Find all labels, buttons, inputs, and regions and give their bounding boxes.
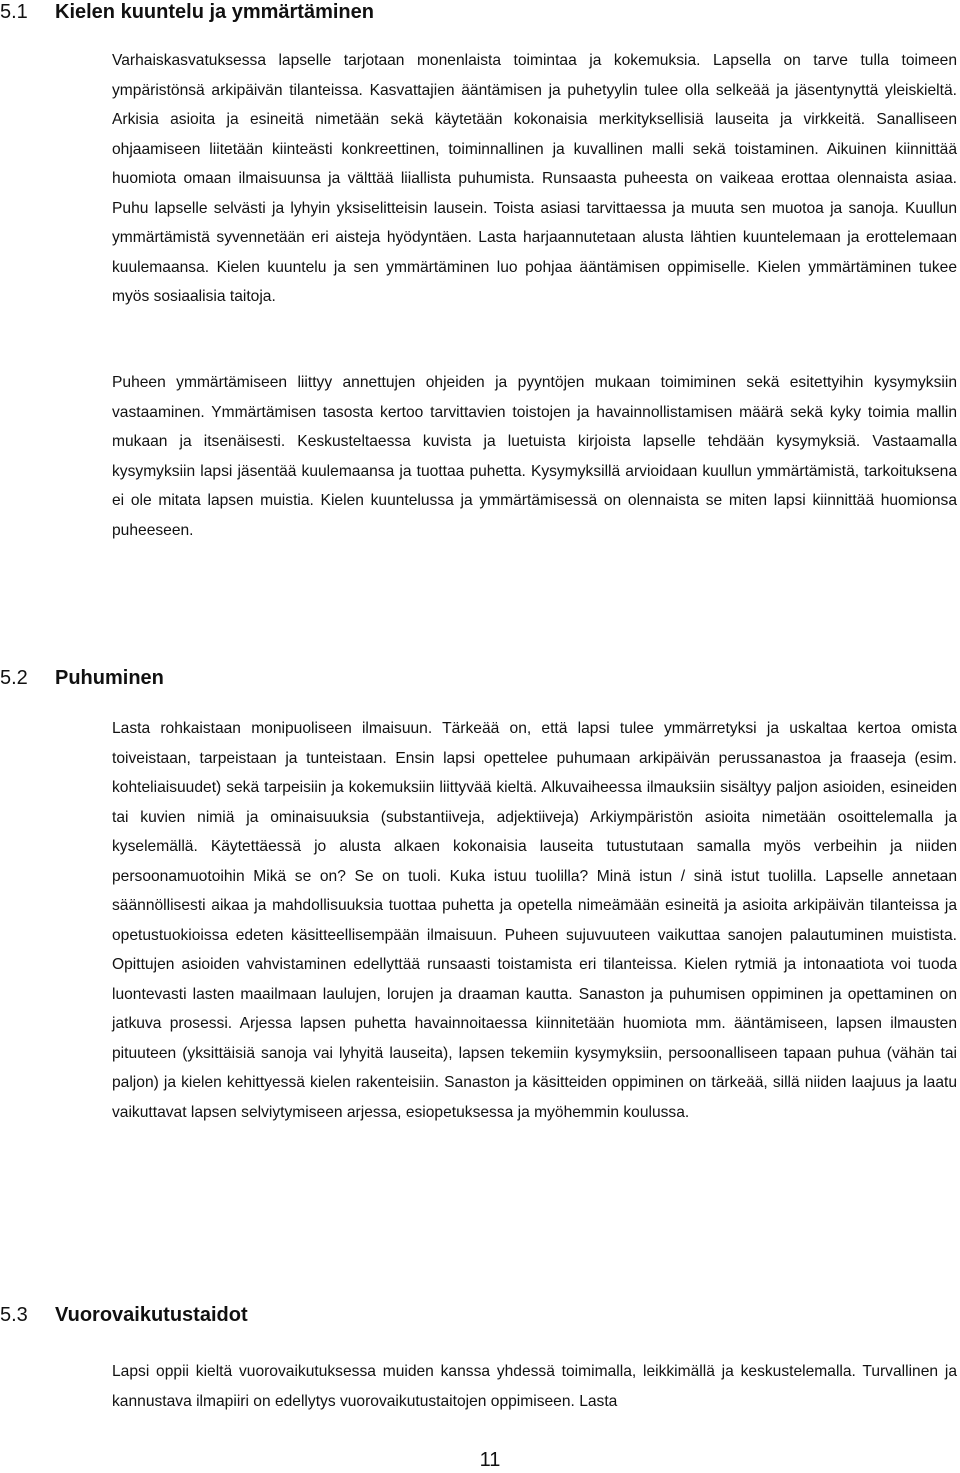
paragraph-5-1-b: Puheen ymmärtämiseen liittyy annettujen ohjeiden ja pyyntöjen mukaan toimiminen sekä esitettyihin kysymyksiin vastaaminen. Ymmärtämisen tasosta kertoo tarvittavien toistojen ja havainnollistamisen määrä sekä kyky toimia mallin mukaan ja itsenäisesti. Keskusteltaessa kuvista ja luetuista kirjoista lapselle tehdään kysymyksiä. Vastaamalla kysymyksiin lapsi jäsentää kuulemaansa ja tuottaa puhetta. Kysymyksillä arvioidaan kuullun ymmärtämistä, tarkoituksena ei ole mitata lapsen muistia. Kielen kuuntelussa ja ymmärtämisessä on olennaista se miten lapsi kiinnittää huomionsa puheeseen. — [112, 374, 957, 539]
section-title: Kielen kuuntelu ja ymmärtäminen — [55, 1, 374, 23]
section-heading-5-2 — [0, 666, 164, 690]
section-heading-5-3 — [0, 1303, 248, 1327]
section-number: 5.3 — [0, 1304, 28, 1326]
section-number: 5.2 — [0, 667, 28, 689]
section-title: Vuorovaikutustaidot — [55, 1304, 248, 1326]
paragraph-5-3-a: Lapsi oppii kieltä vuorovaikutuksessa muiden kanssa yhdessä toimimalla, leikkimällä ja keskustelemalla. Turvallinen ja kannustava ilmapiiri on edellytys vuorovaikutustaitojen oppimiseen. Lasta — [112, 1363, 957, 1410]
section-number: 5.1 — [0, 1, 28, 23]
paragraph-5-1-a: Varhaiskasvatuksessa lapselle tarjotaan monenlaista toimintaa ja kokemuksia. Lapsella on tarve tulla toimeen ympäristönsä arkipäivän tilanteissa. Kasvattajien ääntämisen ja puhetyylin tulee olla selkeää ja jäsentynyttä yleiskieltä. Arkisia asioita ja esineitä nimetään sekä käytetään kokonaisia merkityksellisiä lauseita ja virkkeitä. Sanalliseen ohjaamiseen liitetään kiinteästi konkreettinen, toiminnallinen ja kuvallinen malli sekä toistaminen. Aikuinen kiinnittää huomiota omaan ilmaisuunsa ja välttää liiallista puhumista. Runsaasta puheesta on vaikeaa erottaa olennaista asiaa. Puhu lapselle selvästi ja lyhyin yksiselitteisin lausein. Toista asiasi tarvittaessa ja muuta sen muotoa ja sanoja. Kuullun ymmärtämistä syvennetään eri aisteja hyödyntäen. Lasta harjaannutetaan alusta lähtien kuuntelemaan ja erottelemaan kuulemaansa. Kielen kuuntelu ja sen ymmärtäminen luo pohjaa ääntämisen oppimiselle. Kielen ymmärtäminen tukee myös sosiaalisia taitoja. — [112, 52, 957, 305]
page-number: 11 — [479, 1449, 501, 1471]
paragraph-5-2-a: Lasta rohkaistaan monipuoliseen ilmaisuun. Tärkeää on, että lapsi tulee ymmärretyksi ja uskaltaa kertoa omista toiveistaan, tarpeistaan ja tunteistaan. Ensin lapsi opettelee puhumaan arkipäivän perussanastoa ja fraaseja (esim. kohteliaisuudet) sekä tarpeisiin ja kokemuksiin liittyvää kieltä. Alkuvaiheessa ilmauksiin sisältyy paljon asioiden, esineiden tai kuvien nimiä ja ominaisuuksia (substantiiveja, adjektiiveja) Arkiympäristön asioita nimetään osoittelemalla ja kyselemällä. Käytettäessä jo alusta alkaen kokonaisia lauseita tutustutaan samalla myös verbeihin ja niiden persoonamuotoihin Mikä se on? Se on tuoli. Kuka istuu tuolilla? Minä istun / sinä istut tuolilla. Lapselle annetaan säännöllisesti aikaa ja mahdollisuuksia tuottaa puhetta ja opetella nimeämään esineitä ja asioita arkipäivän tilanteissa ja opetustuokioissa edeten käsitteellisempään ilmaisuun. Puheen sujuvuuteen vaikuttaa sanojen palautuminen muistista. Opittujen asioiden vahvistaminen edellyttää runsaasti toistamista eri tilanteissa. Kielen rytmiä ja intonaatiota voi tuoda luontevasti lasten maailmaan laulujen, lorujen ja draaman kautta. Sanaston ja puhumisen oppiminen ja opettaminen on jatkuva prosessi. Arjessa lapsen puhetta havainnoitaessa kiinnitetään huomiota mm. ääntämiseen, lapsen ilmausten pituuteen (yksittäisiä sanoja vai lyhyitä lauseita), lapsen tekemiin kysymyksiin, persoonalliseen tapaan puhua (vähän tai paljon) ja kielen kehittyessä kielen rakenteisiin. Sanaston ja käsitteiden oppiminen on tärkeää, sillä niiden laajuus ja laatu vaikuttavat lapsen selviytymiseen arjessa, esiopetuksessa ja myöhemmin koulussa. — [112, 720, 957, 1121]
section-title: Puhuminen — [55, 667, 164, 689]
section-heading-5-1 — [0, 0, 374, 24]
